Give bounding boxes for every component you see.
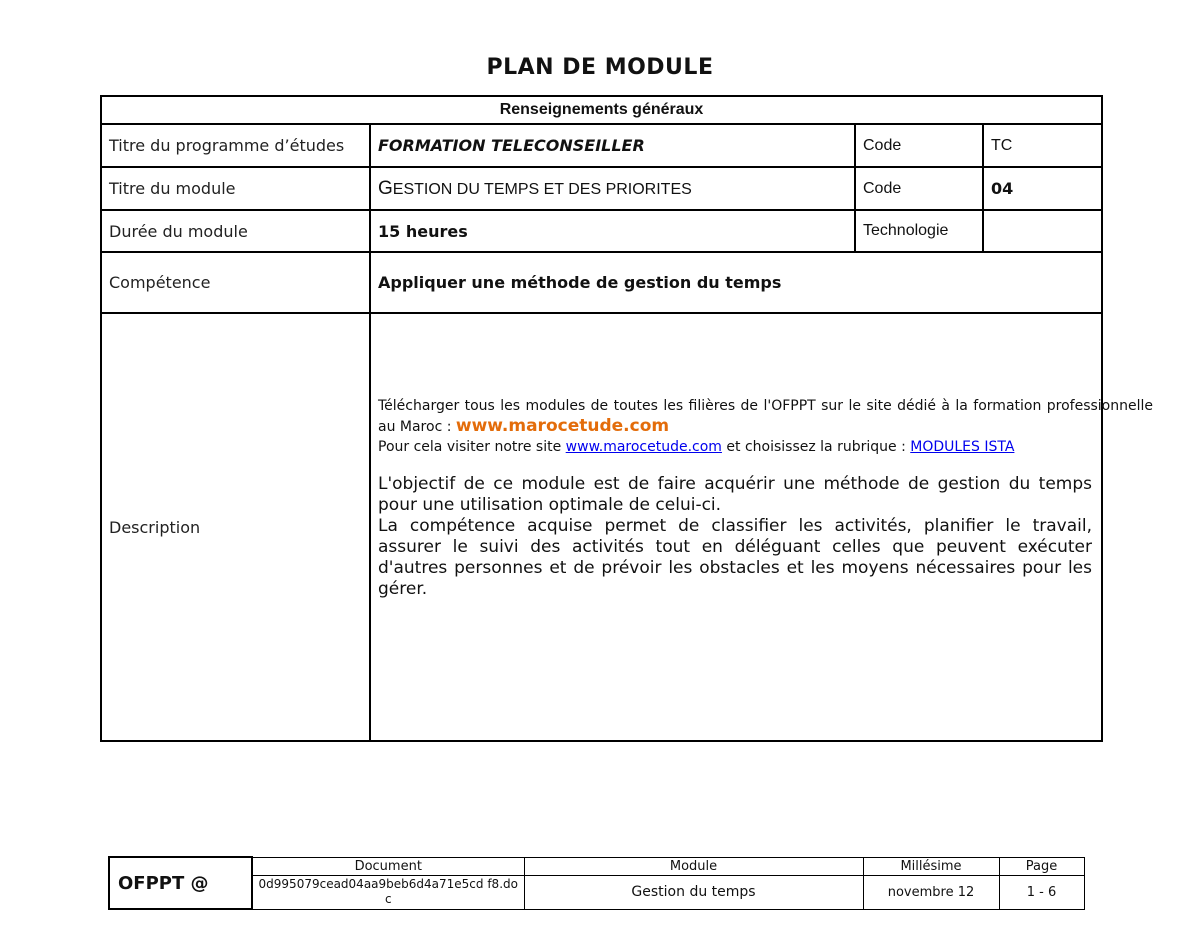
module-value-initial: G [378,177,393,199]
footer-module: Gestion du temps [524,875,863,909]
promo-site-link[interactable]: www.marocetude.com [565,439,722,455]
promo-line-2-mid: et choisissez la rubrique : [721,439,911,455]
module-code-value: 04 [983,167,1102,210]
duree-value: 15 heures [370,210,855,252]
page-title: PLAN DE MODULE [486,55,714,80]
objective-text [378,474,1092,600]
module-label: Titre du module [101,167,370,210]
footer-millesime: novembre 12 [863,875,999,909]
technologie-value [983,210,1102,252]
competence-value: Appliquer une méthode de gestion du temps [370,252,1102,313]
footer-document: 0d995079cead04aa9beb6d4a71e5cd f8.doc [252,875,524,909]
programme-code-label: Code [855,124,983,167]
description-cell [370,313,1153,741]
objective-paragraph-1: L'objectif de ce module est de faire acquérir une méthode de gestion du temps pour une utilisation optimale de celui-ci. [378,474,1092,515]
technologie-label: Technologie [855,210,983,252]
footer-header-document: Document [252,857,524,875]
objective-paragraph-2: La compétence acquise permet de classifier les activités, planifier le travail, assurer le suivi des activités tout en déléguant celles que peuvent exécuter d'autres personnes et de prévoir les obstacles et les moyens nécessaires pour les gérer. [378,516,1092,599]
module-info-table [100,95,1153,742]
promo-line-1: Télécharger tous les modules de toutes les filières de l'OFPPT sur le site dédié à la formation professionnelle au Maroc : [378,398,1153,435]
section-header: Renseignements généraux [101,96,1102,124]
footer-header-module: Module [524,857,863,875]
footer-page: 1 - 6 [999,875,1084,909]
footer-brand: OFPPT @ [109,857,252,909]
footer-table [108,856,1085,910]
programme-label: Titre du programme d’études [101,124,370,167]
module-value [370,167,855,210]
description-label: Description [101,313,370,741]
modules-ista-link[interactable]: MODULES ISTA [910,439,1015,455]
promo-site: www.marocetude.com [455,416,670,436]
module-value-rest: ESTION DU TEMPS ET DES PRIORITES [392,180,692,198]
programme-code-value: TC [983,124,1102,167]
duree-label: Durée du module [101,210,370,252]
module-code-label: Code [855,167,983,210]
promo-line-2: Pour cela visiter notre site [378,439,566,455]
competence-label: Compétence [101,252,370,313]
promo-text [378,396,1153,457]
programme-value: FORMATION TELECONSEILLER [370,124,855,167]
footer-header-millesime: Millésime [863,857,999,875]
footer-header-page: Page [999,857,1084,875]
